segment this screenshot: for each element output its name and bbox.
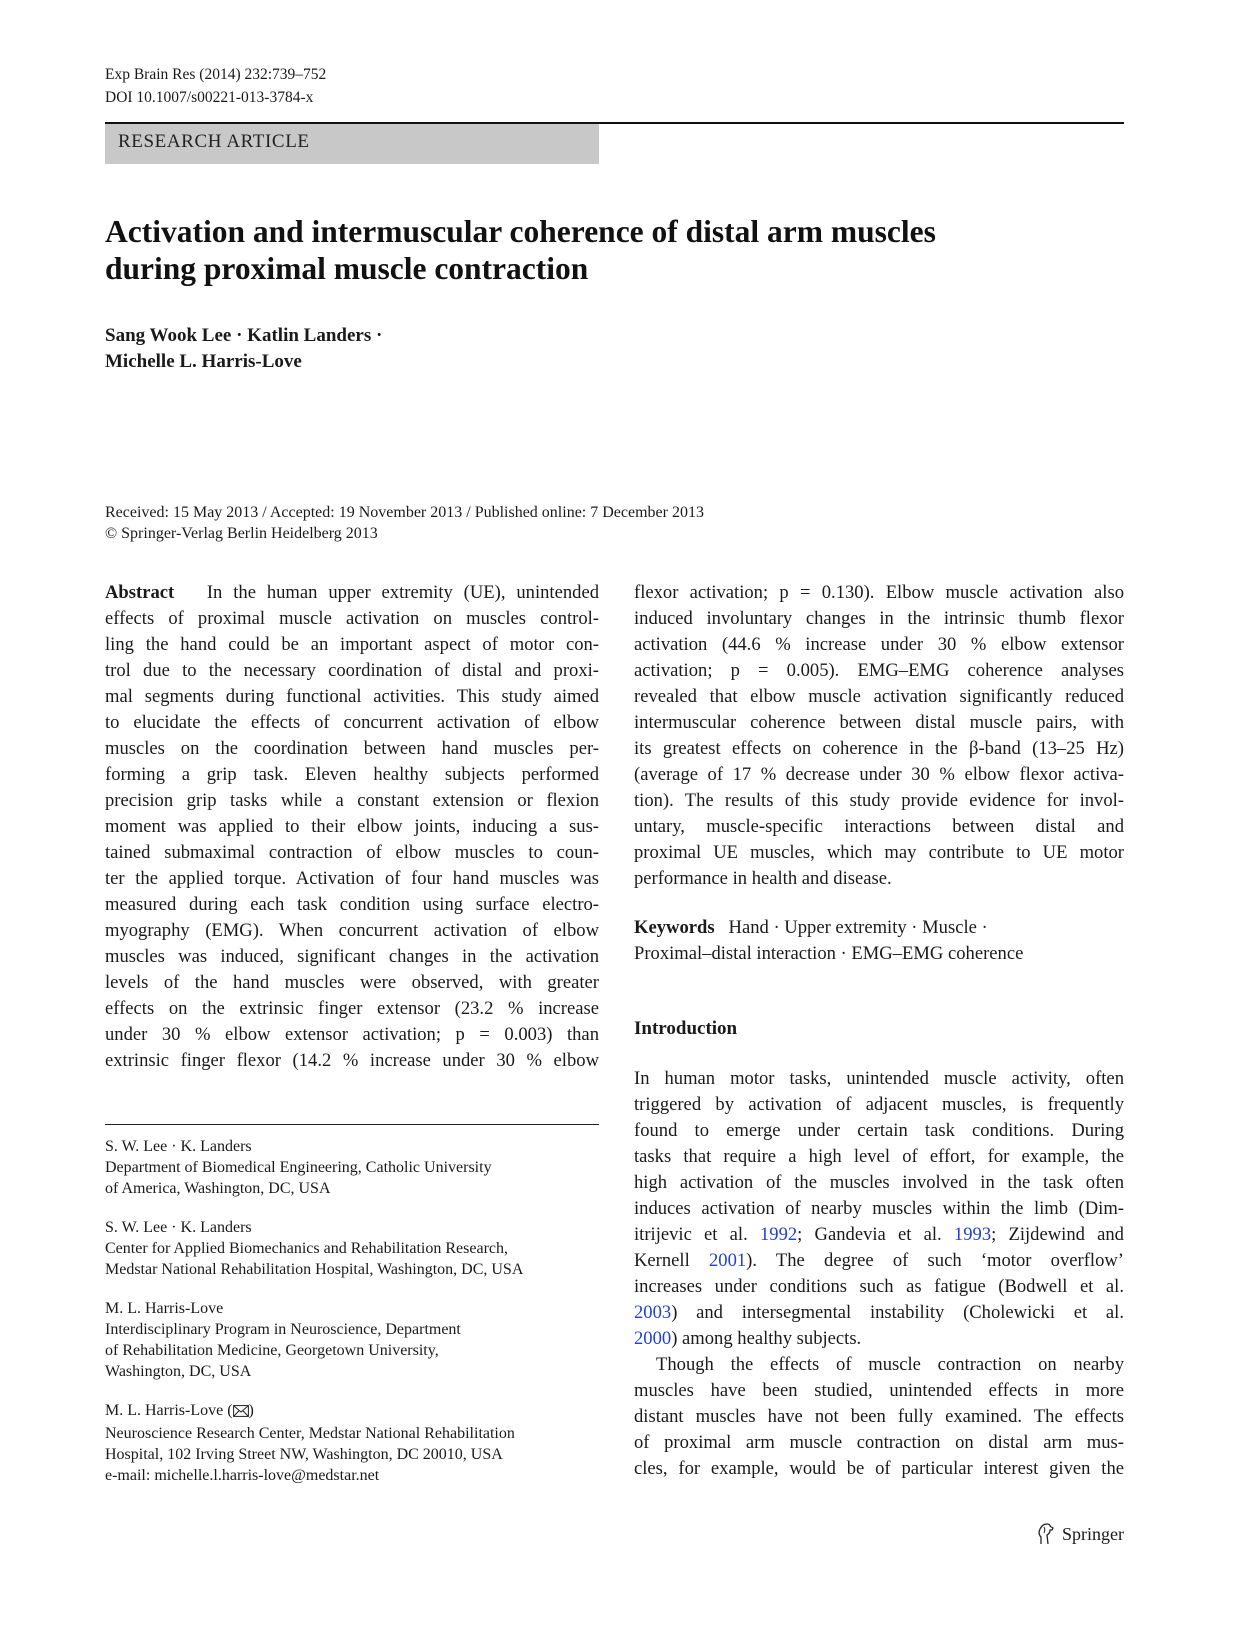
- title-line: during proximal muscle contraction: [105, 251, 589, 286]
- citation-link[interactable]: 2001: [708, 1250, 747, 1271]
- affiliation-names: S. W. Lee · K. Landers: [105, 1219, 252, 1236]
- abstract-line: effects on the extrinsic finger extensor (23.2 % increase: [105, 998, 599, 1019]
- body-line: 2003) and intersegmental instability (Cholewicki et al.: [634, 1302, 1124, 1323]
- publisher-name: Springer: [1062, 1523, 1124, 1544]
- journal-header: [105, 63, 326, 109]
- abstract-line: precision grip tasks while a constant extension or flexion: [105, 790, 599, 811]
- email-address[interactable]: e-mail: michelle.l.harris-love@medstar.net: [105, 1467, 380, 1484]
- abstract-line: measured during each task condition using surface electro-: [105, 894, 599, 915]
- abstract-line: induced involuntary changes in the intrinsic thumb flexor: [634, 608, 1124, 629]
- abstract-line: intermuscular coherence between distal muscle pairs, with: [634, 712, 1124, 733]
- abstract-line: proximal UE muscles, which may contribute to UE motor: [634, 842, 1124, 863]
- affiliation-line: Center for Applied Biomechanics and Rehabilitation Research,: [105, 1240, 508, 1257]
- abstract-line: levels of the hand muscles were observed, with greater: [105, 972, 599, 993]
- abstract-line: extrinsic finger flexor (14.2 % increase under 30 % elbow: [105, 1050, 599, 1071]
- envelope-icon: [233, 1402, 249, 1423]
- body-line: Though the effects of muscle contraction on nearby: [656, 1354, 1124, 1375]
- abstract-line: tion). The results of this study provide evidence for invol-: [634, 790, 1124, 811]
- keywords-line: Hand · Upper extremity · Muscle ·: [728, 917, 988, 938]
- introduction-paragraph-1: [634, 1066, 1124, 1352]
- publisher-logo: [1036, 1522, 1124, 1546]
- abstract-line: muscles on the coordination between hand muscles per-: [105, 738, 599, 759]
- body-line: In human motor tasks, unintended muscle activity, often: [634, 1068, 1124, 1089]
- affiliation-line: Hospital, 102 Irving Street NW, Washington, DC 20010, USA: [105, 1446, 503, 1463]
- affiliation-names: S. W. Lee · K. Landers: [105, 1138, 252, 1155]
- abstract-line: to elucidate the effects of concurrent activation of elbow: [105, 712, 599, 733]
- body-line: induces activation of nearby muscles within the limb (Dim-: [634, 1198, 1124, 1219]
- abstract-line: ling the hand could be an important aspect of motor con-: [105, 634, 599, 655]
- affiliation-line: Interdisciplinary Program in Neuroscience, Department: [105, 1321, 461, 1338]
- abstract-line: (average of 17 % decrease under 30 % elbow flexor activa-: [634, 764, 1124, 785]
- abstract-line: ter the applied torque. Activation of four hand muscles was: [105, 868, 599, 889]
- affiliation-line: Neuroscience Research Center, Medstar National Rehabilitation: [105, 1425, 515, 1442]
- keywords-label: Keywords: [634, 917, 715, 938]
- affiliation-block: [105, 1217, 599, 1280]
- body-line: Kernell 2001). The degree of such ‘motor overflow’: [634, 1250, 1124, 1271]
- abstract-line: its greatest effects on coherence in the β-band (13–25 Hz): [634, 738, 1124, 759]
- article-title: [105, 213, 1065, 287]
- affiliation-line: Washington, DC, USA: [105, 1363, 252, 1380]
- author-line: Michelle L. Harris-Love: [105, 351, 302, 372]
- author-line: Sang Wook Lee · Katlin Landers ·: [105, 325, 383, 346]
- body-line: muscles have been studied, unintended effects in more: [634, 1380, 1124, 1401]
- citation-link[interactable]: 1993: [953, 1224, 992, 1245]
- author-list: [105, 323, 382, 375]
- affiliation-line: of America, Washington, DC, USA: [105, 1180, 331, 1197]
- abstract-line: activation; p = 0.005). EMG–EMG coherence analyses: [634, 660, 1124, 681]
- footnote-rule: [105, 1124, 599, 1125]
- affiliation-names: M. L. Harris-Love: [105, 1300, 224, 1317]
- affiliation-block: [105, 1136, 599, 1199]
- citation-link[interactable]: 1992: [759, 1224, 798, 1245]
- body-line: 2000) among healthy subjects.: [634, 1328, 862, 1349]
- citation-link[interactable]: 2003: [634, 1302, 672, 1323]
- abstract-line: activation (44.6 % increase under 30 % elbow extensor: [634, 634, 1124, 655]
- journal-citation: Exp Brain Res (2014) 232:739–752: [105, 66, 327, 83]
- introduction-paragraph-2: [634, 1352, 1124, 1482]
- doi: DOI 10.1007/s00221-013-3784-x: [105, 89, 314, 106]
- keywords-line: Proximal–distal interaction · EMG–EMG coherence: [634, 943, 1024, 964]
- body-line: itrijevic et al. 1992; Gandevia et al. 1993; Zijdewind and: [634, 1224, 1124, 1245]
- abstract-line: In the human upper extremity (UE), unintended: [206, 582, 599, 603]
- right-column: [634, 580, 1124, 1482]
- body-line: increases under conditions such as fatigue (Bodwell et al.: [634, 1276, 1124, 1297]
- affiliation-line: of Rehabilitation Medicine, Georgetown University,: [105, 1342, 439, 1359]
- affiliation-block: [105, 1298, 599, 1382]
- publication-dates: [105, 502, 704, 544]
- affiliation-line: Medstar National Rehabilitation Hospital, Washington, DC, USA: [105, 1261, 524, 1278]
- abstract-line: muscles was induced, significant changes in the activation: [105, 946, 599, 967]
- abstract-line: untary, muscle-specific interactions between distal and: [634, 816, 1124, 837]
- abstract-line: performance in health and disease.: [634, 868, 892, 889]
- abstract-line: tained submaximal contraction of elbow muscles to coun-: [105, 842, 599, 863]
- abstract-line: under 30 % elbow extensor activation; p = 0.003) than: [105, 1024, 599, 1045]
- body-line: of proximal arm muscle contraction on distal arm mus-: [634, 1432, 1124, 1453]
- abstract-line: mal segments during functional activities. This study aimed: [105, 686, 599, 707]
- abstract-line: moment was applied to their elbow joints, inducing a sus-: [105, 816, 599, 837]
- abstract-line: revealed that elbow muscle activation significantly reduced: [634, 686, 1124, 707]
- body-line: found to emerge under certain task conditions. During: [634, 1120, 1124, 1141]
- keywords-block: [634, 915, 1124, 967]
- title-line: Activation and intermuscular coherence of distal arm muscles: [105, 214, 936, 249]
- affiliation-names: M. L. Harris-Love ( ): [105, 1400, 599, 1423]
- abstract-label: Abstract: [105, 582, 175, 603]
- citation-link[interactable]: 2000: [634, 1328, 672, 1349]
- affiliation-line: Department of Biomedical Engineering, Catholic University: [105, 1159, 492, 1176]
- abstract-line: effects of proximal muscle activation on muscles control-: [105, 608, 599, 629]
- copyright-line: © Springer-Verlag Berlin Heidelberg 2013: [105, 525, 378, 542]
- body-line: distant muscles have not been fully examined. The effects: [634, 1406, 1124, 1427]
- dates-line: Received: 15 May 2013 / Accepted: 19 November 2013 / Published online: 7 December 2013: [105, 504, 704, 521]
- abstract-left-column: [105, 580, 599, 1074]
- abstract-line: forming a grip task. Eleven healthy subjects performed: [105, 764, 599, 785]
- body-line: cles, for example, would be of particular interest given the: [634, 1458, 1124, 1479]
- body-line: tasks that require a high level of effort, for example, the: [634, 1146, 1124, 1167]
- body-line: high activation of the muscles involved in the task often: [634, 1172, 1124, 1193]
- body-line: triggered by activation of adjacent muscles, is frequently: [634, 1094, 1124, 1115]
- article-type: RESEARCH ARTICLE: [118, 131, 310, 152]
- abstract-line: trol due to the necessary coordination of distal and proxi-: [105, 660, 599, 681]
- affiliation-block: [105, 1400, 599, 1486]
- section-heading-introduction: Introduction: [634, 1018, 738, 1039]
- abstract-line: myography (EMG). When concurrent activation of elbow: [105, 920, 599, 941]
- abstract-line: flexor activation; p = 0.130). Elbow muscle activation also: [634, 582, 1124, 603]
- springer-horse-icon: [1036, 1522, 1056, 1546]
